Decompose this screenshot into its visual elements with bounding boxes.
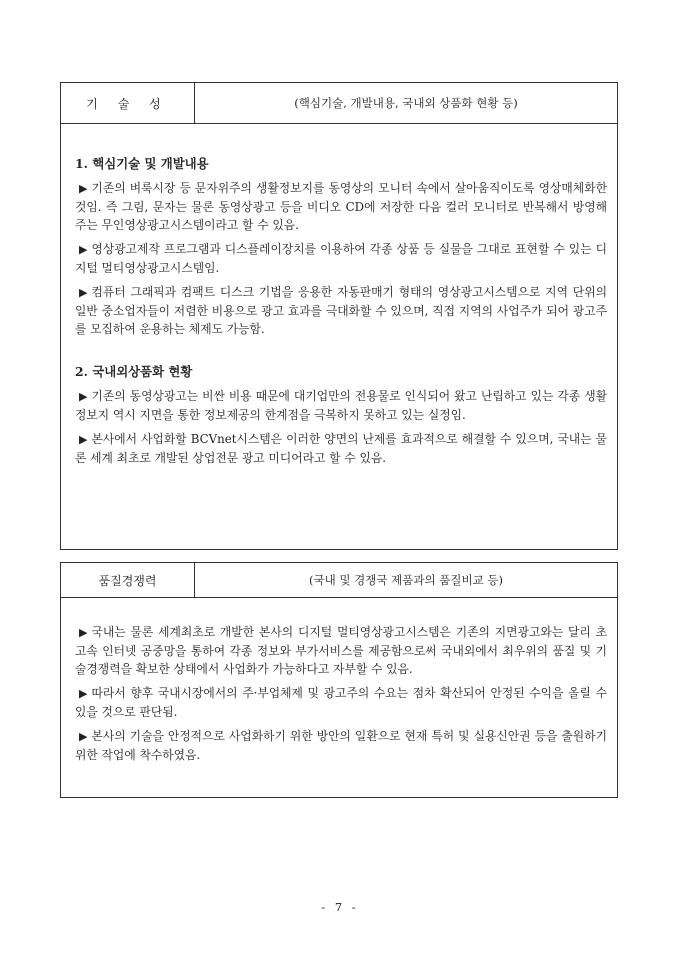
quality-paragraph [75, 684, 607, 721]
bullet-triangle-icon: ▶ [79, 182, 88, 195]
quality-section-header [61, 563, 617, 598]
quality-section-note: (국내 및 경쟁국 제품과의 품질비교 등) [309, 573, 503, 587]
paragraph-text: 본사의 기술을 안정적으로 사업화하기 위한 방안의 일환으로 현재 특허 및 실용신안권 등을 출원하기 위한 작업에 착수하였음. [75, 729, 607, 762]
quality-section-label: 품질경쟁력 [61, 563, 195, 597]
paragraph-text: 컴퓨터 그래픽과 컴팩트 디스크 기법을 응용한 자동판매기 형태의 영상광고시스템으로 지역 단위의 일반 중소업자들이 저렴한 비용으로 광고 효과를 극대화할 수 있으며, 직접 지역의 사업주가 되어 광고주를 모집하여 운용하는 체제도 가능함. [75, 285, 607, 336]
paragraph-text: 기존의 벼룩시장 등 문자위주의 생활정보지를 동영상의 모니터 속에서 살아움직이도록 영상매체화한 것임. 즉 그림, 문자는 물론 동영상광고 등을 비디오 CD에 저장한 다음 컬러 모니터로 반복해서 방영해주는 무인영상광고시스템이라고 할 수 있음. [75, 181, 607, 232]
paragraph-text: 본사에서 사업화할 BCVnet시스템은 이러한 양면의 난제를 효과적으로 해결할 수 있으며, 국내는 물론 세계 최초로 개발된 상업전문 광고 미디어라고 할 수 있음. [75, 432, 607, 465]
paragraph-text: 따라서 향후 국내시장에서의 주·부업체제 및 광고주의 수요는 점차 확산되어 안정된 수익을 올릴 수 있을 것으로 판단됨. [75, 686, 607, 719]
tech-section-header [61, 83, 617, 124]
quality-paragraph [75, 727, 607, 764]
paragraph-text: 국내는 물론 세계최초로 개발한 본사의 디지털 멀티영상광고시스템은 기존의 지면광고와는 달리 초고속 인터넷 공중망을 통하여 각종 정보와 부가서비스를 제공함으로써 국내외에서 최우위의 품질 및 기술경쟁력을 확보한 상태에서 사업화가 가능하다고 자부할 수 있음. [75, 625, 607, 676]
bullet-triangle-icon: ▶ [79, 730, 88, 743]
core-tech-paragraph [75, 283, 607, 338]
commercialization-paragraph [75, 387, 607, 424]
bullet-triangle-icon: ▶ [79, 626, 88, 639]
paragraph-text: 기존의 동영상광고는 비싼 비용 때문에 대기업만의 전용물로 인식되어 왔고 난립하고 있는 각종 생활정보지 역시 지면을 통한 정보제공의 한계점을 극복하지 못하고 있는 실정임. [75, 389, 607, 422]
core-tech-heading: 1. 핵심기술 및 개발내용 [75, 156, 209, 171]
bullet-triangle-icon: ▶ [79, 687, 88, 700]
tech-section-note: (핵심기술, 개발내용, 국내외 상품화 현황 등) [294, 96, 518, 110]
core-tech-paragraph [75, 240, 607, 277]
tech-section-box [60, 82, 618, 550]
page-number: - 7 - [321, 900, 359, 914]
bullet-triangle-icon: ▶ [79, 433, 88, 446]
quality-section-box [60, 562, 618, 798]
bullet-triangle-icon: ▶ [79, 286, 88, 299]
bullet-triangle-icon: ▶ [79, 390, 88, 403]
quality-section-content [61, 598, 617, 764]
paragraph-text: 영상광고제작 프로그램과 디스플레이장치를 이용하여 각종 상품 등 실물을 그대로 표현할 수 있는 디지털 멀티영상광고시스템임. [75, 242, 607, 275]
tech-section-label: 기 술 성 [61, 83, 195, 123]
quality-paragraph [75, 623, 607, 678]
commercialization-heading: 2. 국내외상품화 현황 [75, 364, 193, 379]
commercialization-paragraph [75, 430, 607, 467]
core-tech-paragraph [75, 179, 607, 234]
tech-section-content [61, 124, 617, 467]
bullet-triangle-icon: ▶ [79, 243, 88, 256]
